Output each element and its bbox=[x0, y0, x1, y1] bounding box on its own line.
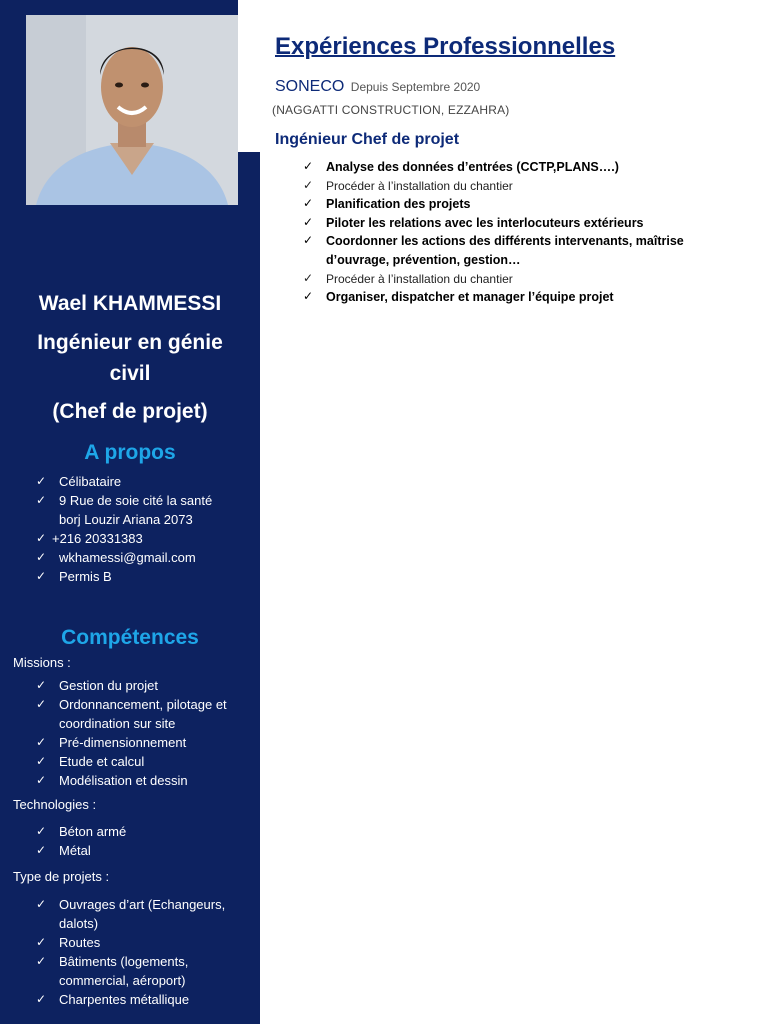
check-icon: ✓ bbox=[36, 824, 47, 838]
company-detail: (NAGGATTI CONSTRUCTION, EZZAHRA) bbox=[272, 103, 510, 117]
check-icon: ✓ bbox=[303, 159, 314, 173]
list-item: ✓ Modélisation et dessin bbox=[36, 773, 188, 788]
about-address: ✓ 9 Rue de soie cité la santé borj Louzir Ariana 2073 bbox=[36, 493, 213, 527]
check-icon: ✓ bbox=[36, 954, 47, 968]
list-item: ✓ Etude et calcul bbox=[36, 754, 145, 769]
list-item: ✓ Pré-dimensionnement bbox=[36, 735, 187, 750]
task-item: ✓ Procéder à l’installation du chantier bbox=[303, 177, 513, 193]
list-item: ✓ Métal bbox=[36, 843, 91, 858]
check-icon: ✓ bbox=[36, 531, 47, 545]
company-name: SONECO bbox=[275, 78, 345, 95]
list-item: ✓ Béton armé bbox=[36, 824, 127, 839]
about-email[interactable]: ✓ wkhamessi@gmail.com bbox=[36, 550, 196, 565]
list-item: ✓ Ouvrages d’art (Echangeurs, dalots) bbox=[36, 897, 226, 931]
experience-heading: Expériences Professionnelles bbox=[275, 33, 616, 60]
check-icon: ✓ bbox=[303, 270, 314, 285]
missions-label: Missions : bbox=[13, 655, 71, 670]
check-icon: ✓ bbox=[36, 735, 47, 749]
check-icon: ✓ bbox=[36, 474, 47, 488]
skills-heading: Compétences bbox=[61, 626, 199, 649]
check-icon: ✓ bbox=[36, 843, 47, 857]
person-title bbox=[0, 327, 260, 389]
title-line-1: Ingénieur en génie bbox=[37, 331, 223, 354]
list-item: ✓ Ordonnancement, pilotage et coordination sur site bbox=[36, 697, 227, 731]
company-line bbox=[275, 78, 480, 96]
projects-list bbox=[36, 895, 246, 1009]
check-icon: ✓ bbox=[303, 177, 314, 192]
check-icon: ✓ bbox=[303, 233, 314, 248]
employment-date: Depuis Septembre 2020 bbox=[350, 80, 481, 94]
task-list bbox=[303, 158, 743, 307]
missions-list bbox=[36, 676, 251, 790]
about-list bbox=[36, 472, 226, 586]
list-item: ✓ Bâtiments (logements, commercial, aéroport) bbox=[36, 954, 189, 988]
list-item: ✓ Gestion du projet bbox=[36, 678, 159, 693]
check-icon: ✓ bbox=[303, 196, 314, 211]
task-item: ✓ Procéder à l’installation du chantier bbox=[303, 270, 513, 286]
check-icon: ✓ bbox=[36, 992, 47, 1006]
technologies-label: Technologies : bbox=[13, 797, 97, 812]
check-icon: ✓ bbox=[36, 569, 47, 583]
check-icon: ✓ bbox=[36, 773, 47, 787]
check-icon: ✓ bbox=[36, 935, 47, 949]
about-heading: A propos bbox=[84, 441, 176, 464]
profile-photo bbox=[26, 15, 238, 205]
task-item: ✓ Coordonner les actions des différents intervenants, maîtrise d’ouvrage, prévention, gestion… bbox=[303, 233, 684, 267]
about-phone: ✓ +216 20331383 bbox=[36, 531, 143, 546]
task-item: ✓ Planification des projets bbox=[303, 196, 471, 212]
task-item: ✓ Piloter les relations avec les interlocuteurs extérieurs bbox=[303, 214, 644, 230]
projects-label: Type de projets : bbox=[13, 869, 110, 884]
list-item: ✓ Routes bbox=[36, 935, 101, 950]
check-icon: ✓ bbox=[36, 550, 47, 564]
check-icon: ✓ bbox=[36, 697, 47, 711]
page-corner bbox=[238, 0, 260, 152]
about-license: ✓ Permis B bbox=[36, 569, 112, 584]
sidebar bbox=[0, 0, 260, 1024]
task-item: ✓ Analyse des données d’entrées (CCTP,PLANS….) bbox=[303, 159, 619, 174]
list-item: ✓ Charpentes métallique bbox=[36, 992, 190, 1007]
check-icon: ✓ bbox=[36, 493, 47, 507]
task-item: ✓ Organiser, dispatcher et manager l’équipe projet bbox=[303, 289, 614, 305]
about-status: ✓ Célibataire bbox=[36, 474, 122, 489]
check-icon: ✓ bbox=[36, 897, 47, 911]
person-role: (Chef de projet) bbox=[52, 400, 208, 423]
check-icon: ✓ bbox=[36, 754, 47, 768]
check-icon: ✓ bbox=[303, 214, 314, 229]
check-icon: ✓ bbox=[36, 678, 47, 692]
technologies-list bbox=[36, 822, 236, 860]
title-line-2: civil bbox=[109, 362, 151, 385]
job-role: Ingénieur Chef de projet bbox=[275, 131, 460, 148]
person-name: Wael KHAMMESSI bbox=[38, 292, 222, 315]
check-icon: ✓ bbox=[303, 289, 314, 304]
